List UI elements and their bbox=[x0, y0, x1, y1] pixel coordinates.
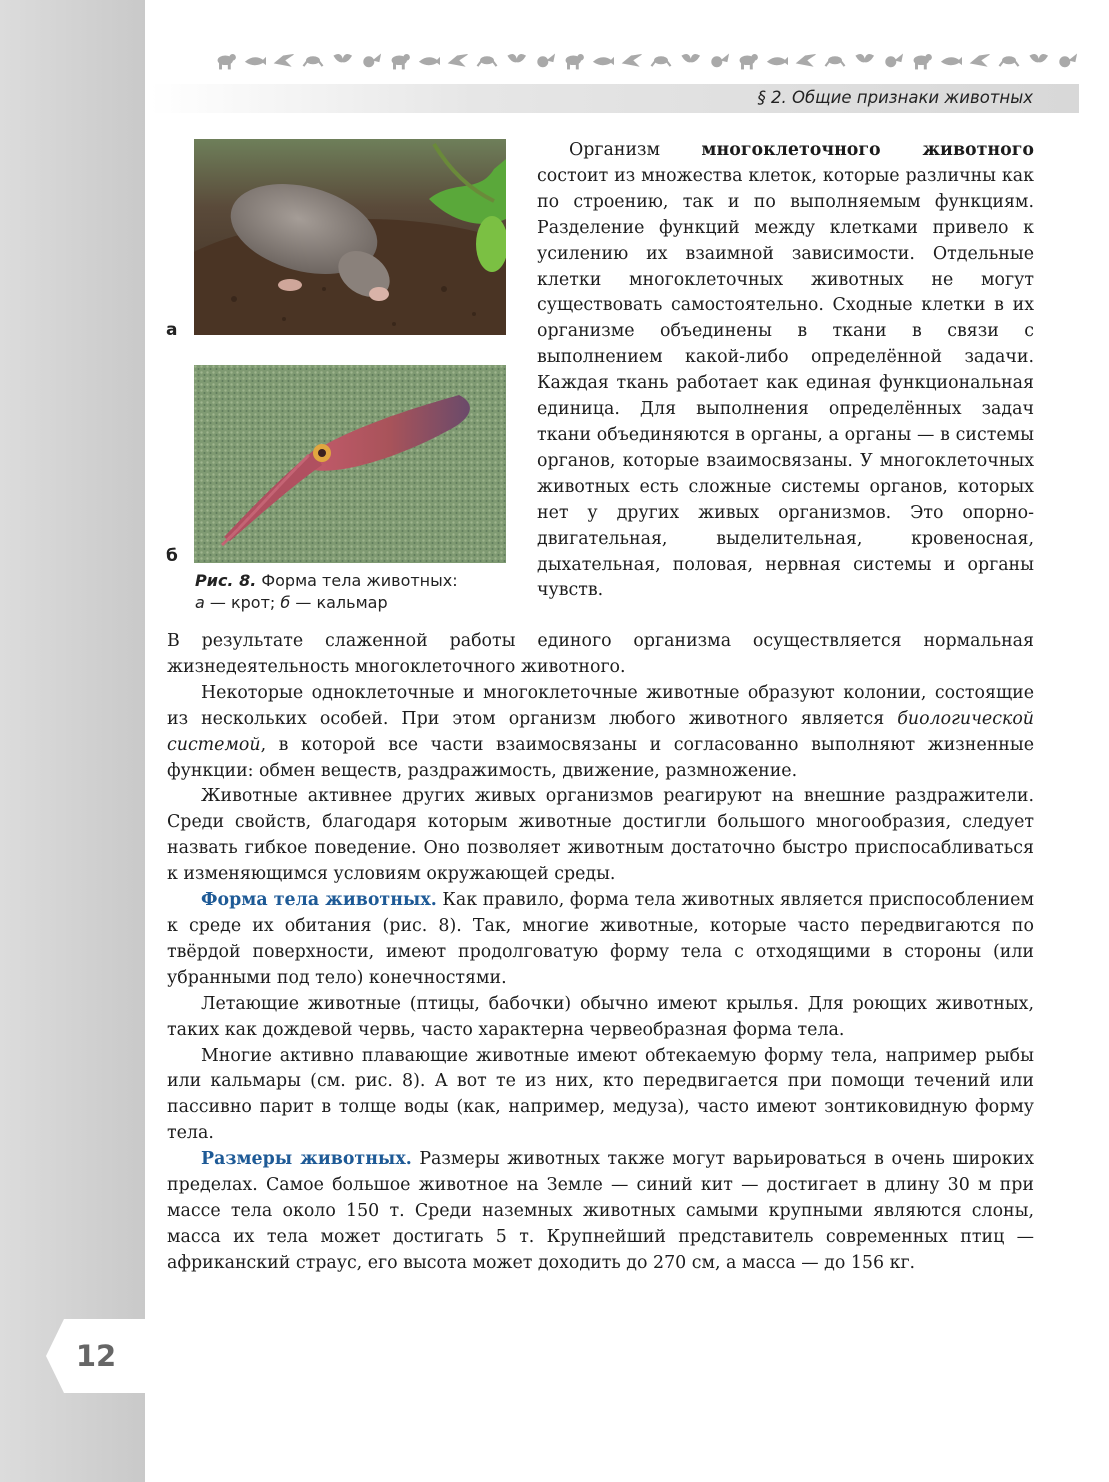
animal-silhouette-icon bbox=[708, 50, 730, 72]
page-margin-strip bbox=[0, 0, 145, 1482]
animal-silhouette-icon bbox=[476, 50, 498, 72]
main-text bbox=[167, 629, 1034, 1277]
mole-photo bbox=[194, 139, 506, 335]
italic-term: биологической системой bbox=[167, 708, 1034, 755]
animal-silhouette-icon bbox=[853, 50, 875, 72]
paragraph-body-shape bbox=[167, 888, 1034, 992]
animal-silhouette-icon bbox=[911, 50, 933, 72]
animal-silhouette-icon bbox=[331, 50, 353, 72]
squid-photo bbox=[194, 365, 506, 563]
text-run: состоит из множества клеток, которые различны как по строению, так и по выполняемым функциям. Разделение функций между клетками привело к усилению их взаимной зависимости. Отдельные клетки многоклеточных животных не могут существовать самостоятельно. Сходные клетки в их организме объединены в ткани в связи с выполнением какой-либо определённой задачи. Каждая ткань работает как единая функциональная единица. Для выполнения определённых задач ткани объединяются в органы, а органы — в системы органов, которые взаимосвязаны. У многоклеточных животных есть сложные системы органов, которых нет у других живых организмов. Это опорно-двигательная, выделительная, кровеносная, дыхательная, половая, нервная системы и органы чувств. bbox=[537, 165, 1034, 601]
animal-silhouette-icon bbox=[824, 50, 846, 72]
bold-term: многоклеточного животного bbox=[701, 140, 1035, 160]
section-heading-body-shape: Форма тела животных. bbox=[201, 890, 437, 911]
animal-silhouette-icon bbox=[244, 50, 266, 72]
animal-silhouette-icon bbox=[650, 50, 672, 72]
animal-silhouette-icon bbox=[505, 50, 527, 72]
animal-silhouette-icon bbox=[360, 50, 382, 72]
caption-a-letter: а bbox=[195, 593, 205, 612]
animal-silhouette-icon bbox=[418, 50, 440, 72]
caption-b-letter: б bbox=[280, 593, 291, 612]
paragraph-multicellular bbox=[537, 138, 1034, 604]
paragraph-continuation: В результате слаженной работы единого организма осуществляется нормальная жизнедеятельность многоклеточного животного. bbox=[167, 631, 1034, 677]
page-number-tab bbox=[46, 1319, 146, 1393]
animal-silhouette-icon bbox=[969, 50, 991, 72]
animal-silhouette-icon bbox=[215, 50, 237, 72]
page-number: 12 bbox=[75, 1339, 117, 1373]
text-run: Организм bbox=[569, 140, 702, 160]
animal-silhouette-icon bbox=[795, 50, 817, 72]
text-run: Размеры животных также могут варьироваться в очень широких пределах. Самое большое животное на Земле — синий кит — достигает в длину 30 м при массе тела около 150 т. Среди наземных животных самыми крупными являются слоны, масса их тела может достигать 5 т. Крупнейший представитель современных птиц — африканский страус, его высота может доходить до 270 см, а масса — до 156 кг. bbox=[167, 1149, 1035, 1273]
paragraph-behavior: Животные активнее других живых организмов реагируют на внешние раздражители. Среди свойств, благодаря которым животные достигли большого многообразия, следует назвать гибкое поведение. Оно позволяет животным достаточно быстро приспосабливаться к изменяющимся условиям окружающей среды. bbox=[167, 786, 1034, 885]
caption-b-text: — кальмар bbox=[290, 593, 388, 612]
animal-silhouette-icon bbox=[1027, 50, 1049, 72]
caption-number: Рис. 8. bbox=[195, 571, 257, 590]
animal-silhouette-icon bbox=[273, 50, 295, 72]
caption-a-text: — крот; bbox=[204, 593, 281, 612]
figure-caption bbox=[195, 570, 515, 614]
section-title: § 2. Общие признаки животных bbox=[757, 88, 1033, 107]
animal-silhouette-icon bbox=[1056, 50, 1078, 72]
paragraph-colonies bbox=[167, 681, 1034, 785]
animal-silhouette-icon bbox=[534, 50, 556, 72]
animal-silhouette-icon bbox=[563, 50, 585, 72]
animal-silhouette-icon bbox=[621, 50, 643, 72]
figure-label-a: а bbox=[166, 320, 178, 340]
paragraph-swimming: Многие активно плавающие животные имеют обтекаемую форму тела, например рыбы или кальмары (см. рис. 8). А вот те из них, кто передвигается при помощи течений или пассивно парит в толще воды (как, например, медуза), часто имеют зонтиковидную форму тела. bbox=[167, 1045, 1034, 1144]
paragraph-flying: Летающие животные (птицы, бабочки) обычно имеют крылья. Для роющих животных, таких как дождевой червь, часто характерна червеобразная форма тела. bbox=[167, 993, 1034, 1040]
animal-silhouette-icon bbox=[302, 50, 324, 72]
column-text bbox=[537, 138, 1034, 604]
animal-silhouette-icon bbox=[737, 50, 759, 72]
text-run: , в которой все части взаимосвязаны и согласованно выполняют жизненные функции: обмен веществ, раздражимость, движение, размножение. bbox=[167, 734, 1034, 781]
animal-silhouette-icon bbox=[447, 50, 469, 72]
animal-silhouette-icon bbox=[592, 50, 614, 72]
paragraph-sizes bbox=[167, 1147, 1034, 1277]
animal-silhouette-icon bbox=[998, 50, 1020, 72]
animal-silhouettes-decoration bbox=[215, 44, 1080, 78]
running-header bbox=[150, 84, 1079, 113]
animal-silhouette-icon bbox=[882, 50, 904, 72]
animal-silhouette-icon bbox=[940, 50, 962, 72]
text-run: Как правило, форма тела животных является приспособлением к среде их обитания (рис. 8). Так, многие животные, которые часто передвигаются по твёрдой поверхности, имеют продолговатую форму тела с отходящими в стороны (или убранными под тело) конечностями. bbox=[167, 890, 1034, 988]
animal-silhouette-icon bbox=[389, 50, 411, 72]
figure-label-b: б bbox=[166, 546, 178, 566]
caption-title: Форма тела животных: bbox=[256, 571, 458, 590]
animal-silhouette-icon bbox=[766, 50, 788, 72]
section-heading-sizes: Размеры животных. bbox=[201, 1149, 412, 1170]
animal-silhouette-icon bbox=[679, 50, 701, 72]
text-run: Некоторые одноклеточные и многоклеточные животные образуют колонии, состоящие из нескольких особей. При этом организм любого животного является bbox=[167, 682, 1034, 729]
